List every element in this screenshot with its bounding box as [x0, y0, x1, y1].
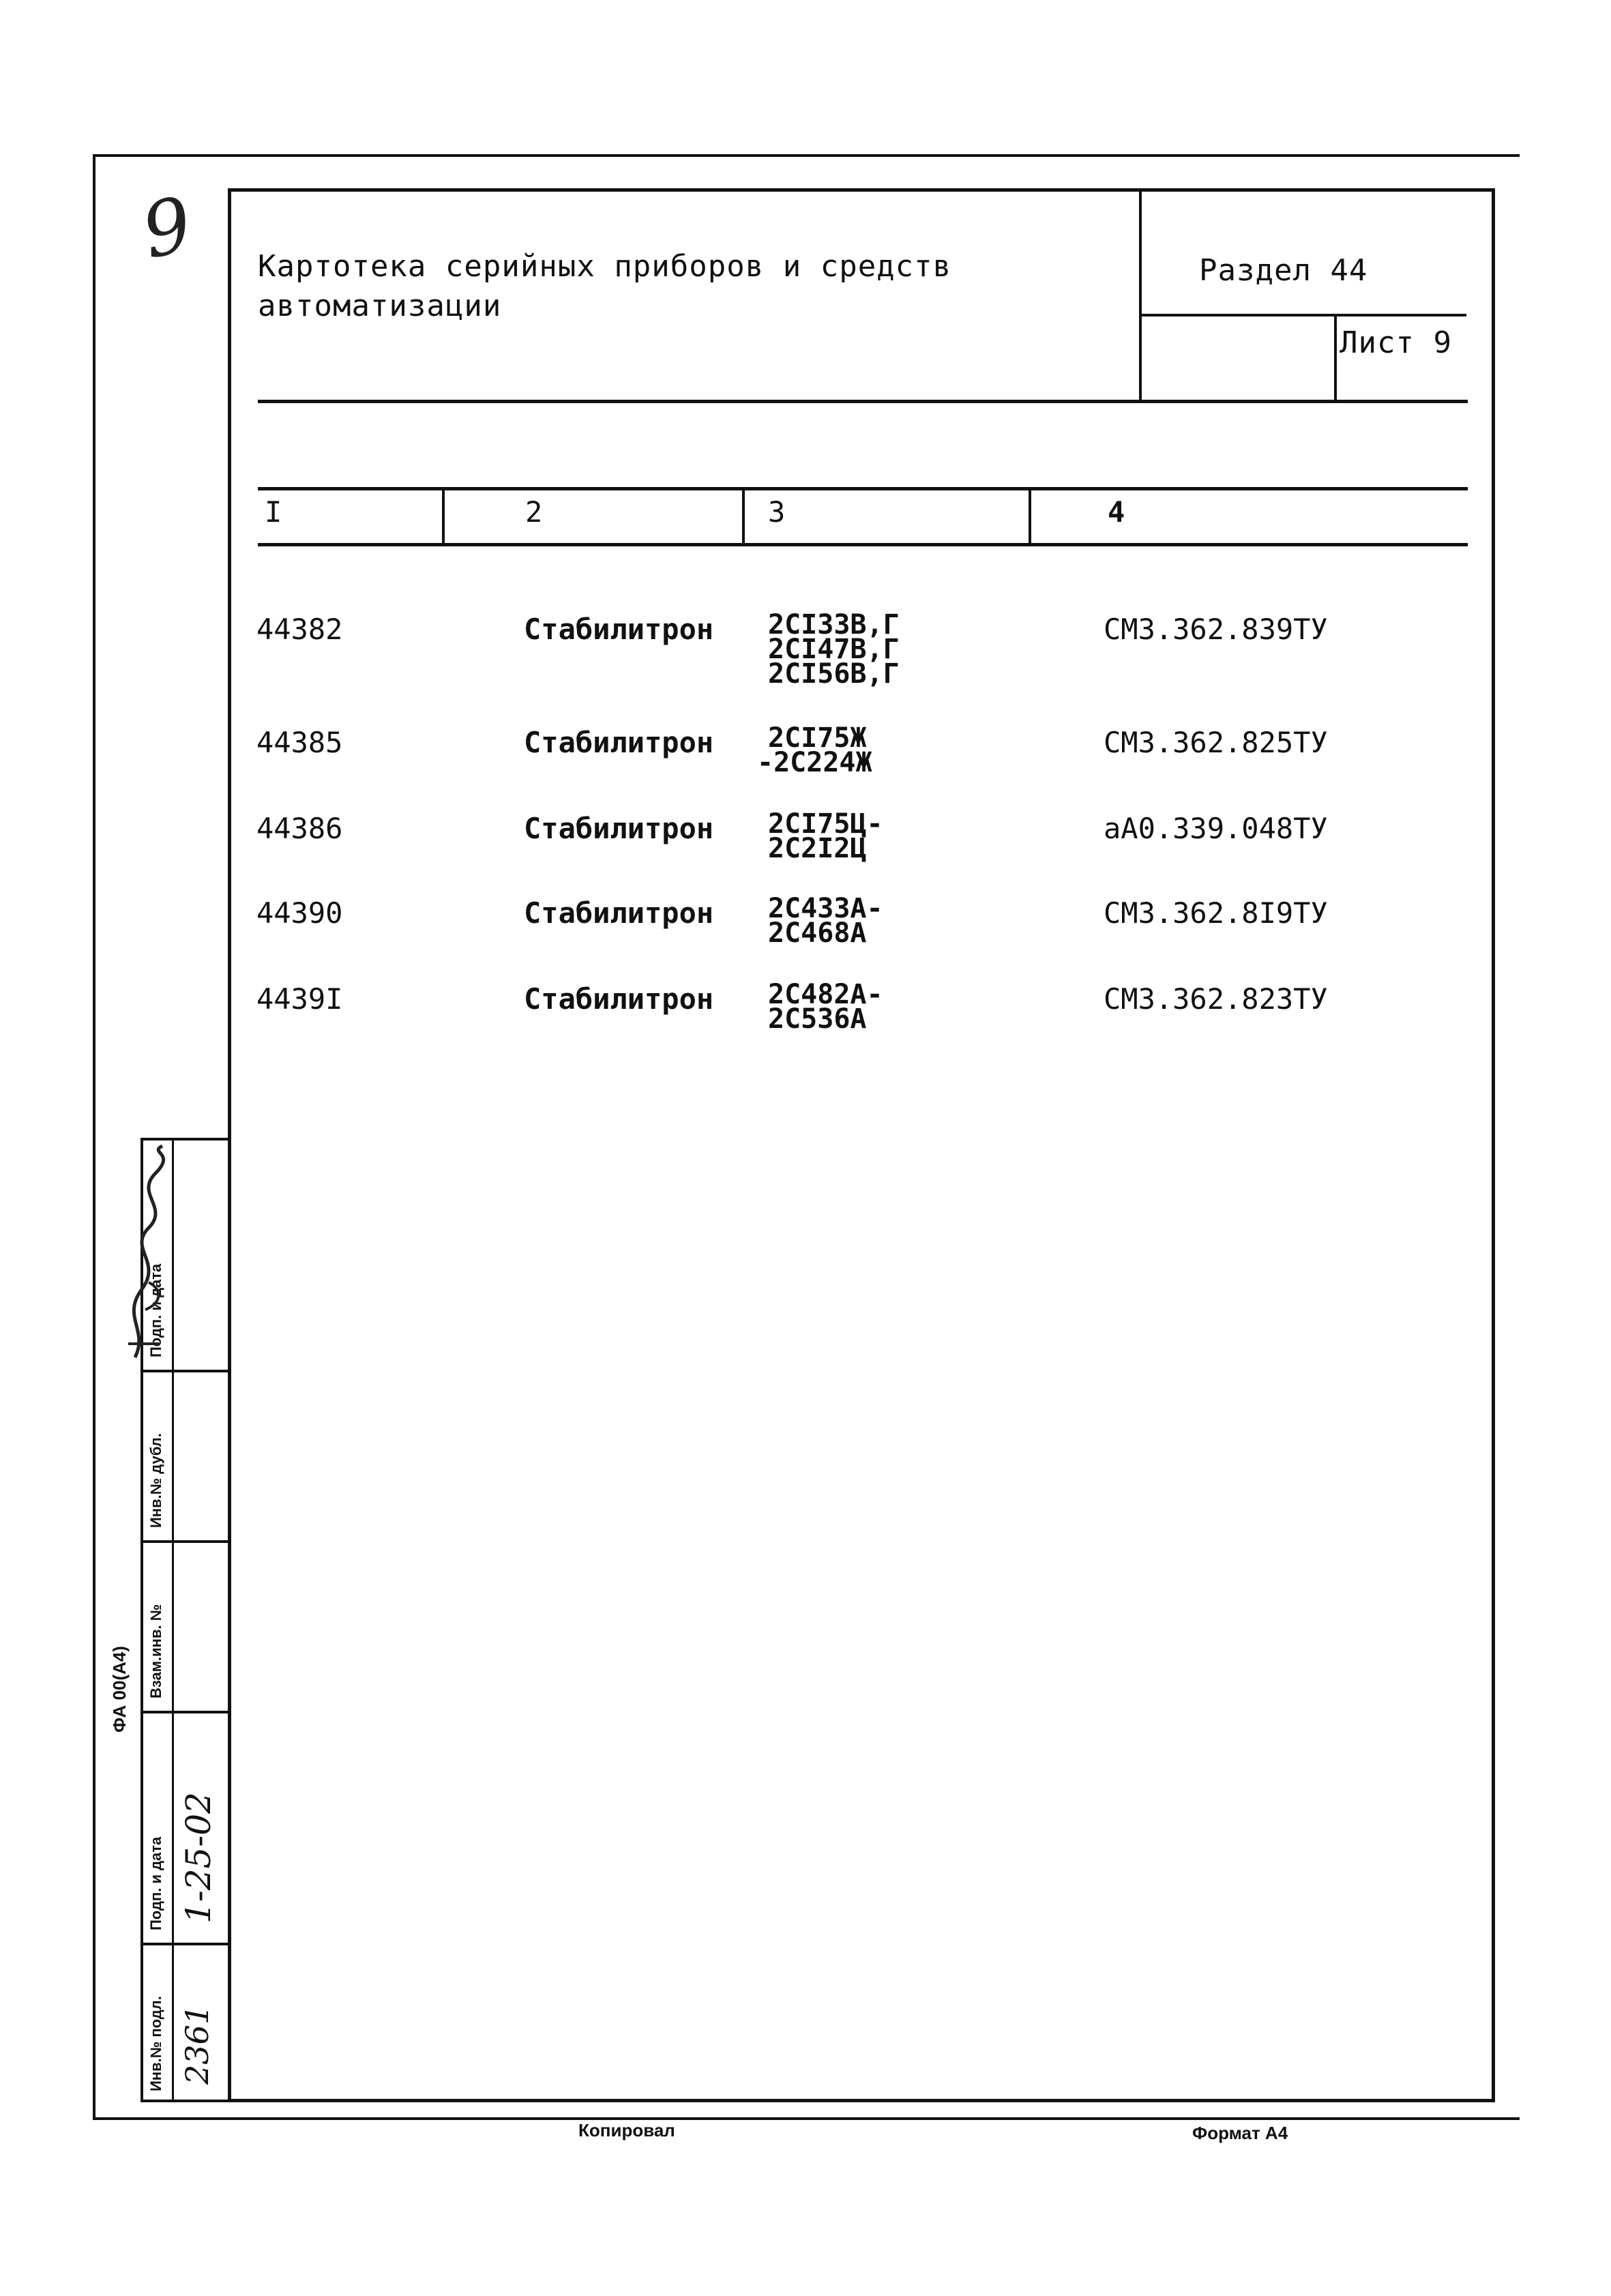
row-name: Стабилитрон [524, 726, 714, 759]
header-bottom-rule [258, 400, 1468, 403]
outer-border-left [93, 154, 95, 2119]
row-name: Стабилитрон [524, 812, 714, 845]
handwritten-signature [108, 1139, 183, 1364]
col-header-3: 3 [768, 495, 786, 529]
table-header-bottom-rule [258, 543, 1468, 546]
side-stamp-row-divider [141, 1540, 228, 1543]
side-stamp-row-divider [141, 1943, 228, 1945]
stamp-date-note: 1-25-02 [179, 1792, 218, 1924]
stamp-label-sign-date-top: Подп. и дата [147, 1263, 164, 1357]
row-code: 44385 [256, 726, 343, 759]
row-code: 44386 [256, 812, 343, 845]
type-line: 2СI75Ц- [768, 808, 883, 840]
row-code: 4439I [256, 982, 343, 1016]
outer-border-top [93, 154, 1520, 157]
col-header-2: 2 [525, 495, 543, 529]
stamp-label-sign-date-bottom: Подп. и дата [147, 1836, 164, 1930]
row-name: Стабилитрон [524, 896, 714, 930]
type-line: -2С224Ж [757, 747, 872, 778]
type-line: 2СI47В,Г [768, 634, 900, 665]
outer-border-bottom [93, 2117, 1520, 2120]
sheet-number: Лист 9 [1340, 325, 1452, 360]
type-line: 2С536А [768, 1003, 867, 1035]
footer-format: Формат А4 [1192, 2123, 1288, 2143]
row-name: Стабилитрон [524, 613, 714, 646]
stamp-label-orig-inv: Инв.№ подл. [147, 1996, 164, 2091]
col-divider-1 [442, 487, 445, 546]
type-line: 2С468А [768, 917, 867, 949]
col-divider-2 [742, 487, 745, 546]
side-stamp-row-divider [141, 1711, 228, 1713]
section-underline [1139, 314, 1466, 317]
row-spec: СМ3.362.823ТУ [1104, 982, 1328, 1016]
row-spec: СМ3.362.8I9ТУ [1104, 896, 1328, 930]
side-stamp-row-divider [141, 1370, 228, 1372]
footer-copied-by: Копировал [578, 2120, 675, 2140]
type-line: 2С482А- [768, 979, 883, 1010]
col-divider-3 [1029, 487, 1031, 546]
page-title [258, 247, 1110, 326]
row-types [768, 893, 883, 949]
row-spec: аА0.339.048ТУ [1104, 812, 1328, 845]
stamp-label-dup-inv: Инв.№ дубл. [147, 1433, 164, 1528]
corner-page-mark: 9 [134, 180, 200, 276]
row-spec: СМ3.362.825ТУ [1104, 726, 1328, 759]
row-spec: СМ3.362.839ТУ [1104, 613, 1328, 646]
col-header-1: I [265, 495, 282, 529]
table-header-top-rule [258, 487, 1468, 490]
type-line: 2СI56В,Г [768, 658, 900, 690]
row-types [757, 722, 872, 778]
stamp-inv-number: 2361 [179, 2004, 216, 2085]
type-line: 2СI33В,Г [768, 609, 900, 641]
type-line: 2СI75Ж [768, 722, 867, 754]
sheet-box-divider [1334, 314, 1337, 402]
header-divider-vertical [1139, 188, 1142, 402]
row-types [768, 979, 883, 1035]
section-number: Раздел 44 [1199, 253, 1368, 288]
row-name: Стабилитрон [524, 982, 714, 1016]
title-line-2: автоматизации [258, 289, 502, 323]
title-line-1: Картотека серийных приборов и средств [258, 249, 952, 284]
type-line: 2С433А- [768, 893, 883, 924]
type-line: 2С2I2Ц [768, 833, 867, 864]
row-types [768, 609, 900, 690]
stamp-form-code: ФА 00(А4) [109, 1645, 130, 1733]
main-frame [228, 188, 1495, 2102]
col-header-4: 4 [1108, 495, 1125, 529]
row-code: 44390 [256, 896, 343, 930]
row-code: 44382 [256, 613, 343, 646]
stamp-label-replace-inv: Взам.инв. № [147, 1604, 164, 1698]
row-types [768, 808, 883, 864]
